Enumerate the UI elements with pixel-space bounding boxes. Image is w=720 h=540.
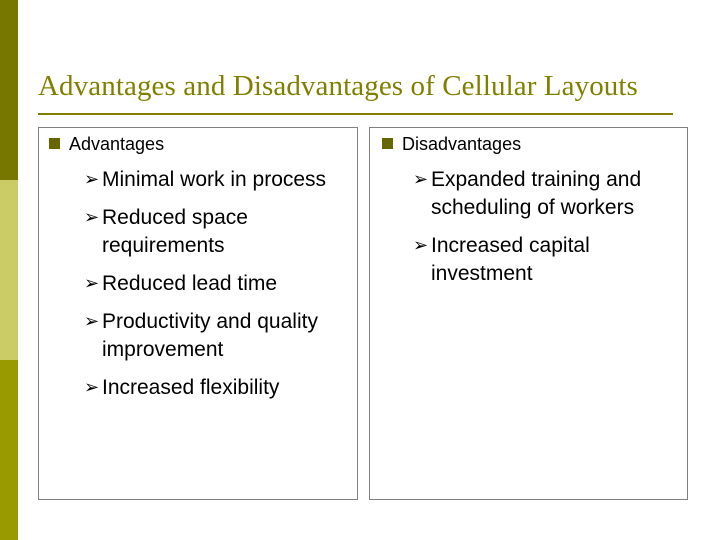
arrow-bullet-icon: ➢: [84, 273, 100, 294]
list-item: [413, 166, 683, 222]
list-item-label: Productivity and quality improvement: [102, 310, 318, 361]
list-item-label: Expanded training and scheduling of workers: [431, 168, 642, 219]
disadvantages-panel: [369, 127, 688, 500]
arrow-bullet-icon: ➢: [84, 207, 100, 228]
list-item: [84, 204, 359, 260]
square-bullet-icon: [382, 138, 393, 149]
disadvantages-heading: [382, 134, 521, 155]
side-stripe-top: [0, 0, 18, 180]
arrow-bullet-icon: ➢: [84, 311, 100, 332]
disadvantages-list: [413, 166, 683, 298]
list-item-label: Increased flexibility: [102, 376, 280, 399]
arrow-bullet-icon: ➢: [413, 169, 429, 190]
advantages-heading: [49, 134, 164, 155]
list-item: [84, 270, 359, 298]
square-bullet-icon: [49, 138, 60, 149]
slide-title: Advantages and Disadvantages of Cellular Layouts: [38, 70, 638, 102]
side-stripe-middle: [0, 180, 18, 360]
advantages-panel: [38, 127, 358, 500]
disadvantages-heading-label: Disadvantages: [402, 134, 522, 154]
advantages-heading-label: Advantages: [69, 134, 165, 154]
side-stripe-bottom: [0, 360, 18, 540]
arrow-bullet-icon: ➢: [84, 169, 100, 190]
list-item-label: Minimal work in process: [102, 168, 327, 191]
title-rule: [38, 113, 673, 115]
list-item-label: Reduced lead time: [102, 272, 278, 295]
list-item: [84, 308, 359, 364]
advantages-list: [84, 166, 359, 412]
list-item-label: Reduced space requirements: [102, 206, 248, 257]
list-item: [84, 166, 359, 194]
arrow-bullet-icon: ➢: [84, 377, 100, 398]
arrow-bullet-icon: ➢: [413, 235, 429, 256]
list-item: [84, 374, 359, 402]
list-item-label: Increased capital investment: [431, 234, 590, 285]
list-item: [413, 232, 683, 288]
